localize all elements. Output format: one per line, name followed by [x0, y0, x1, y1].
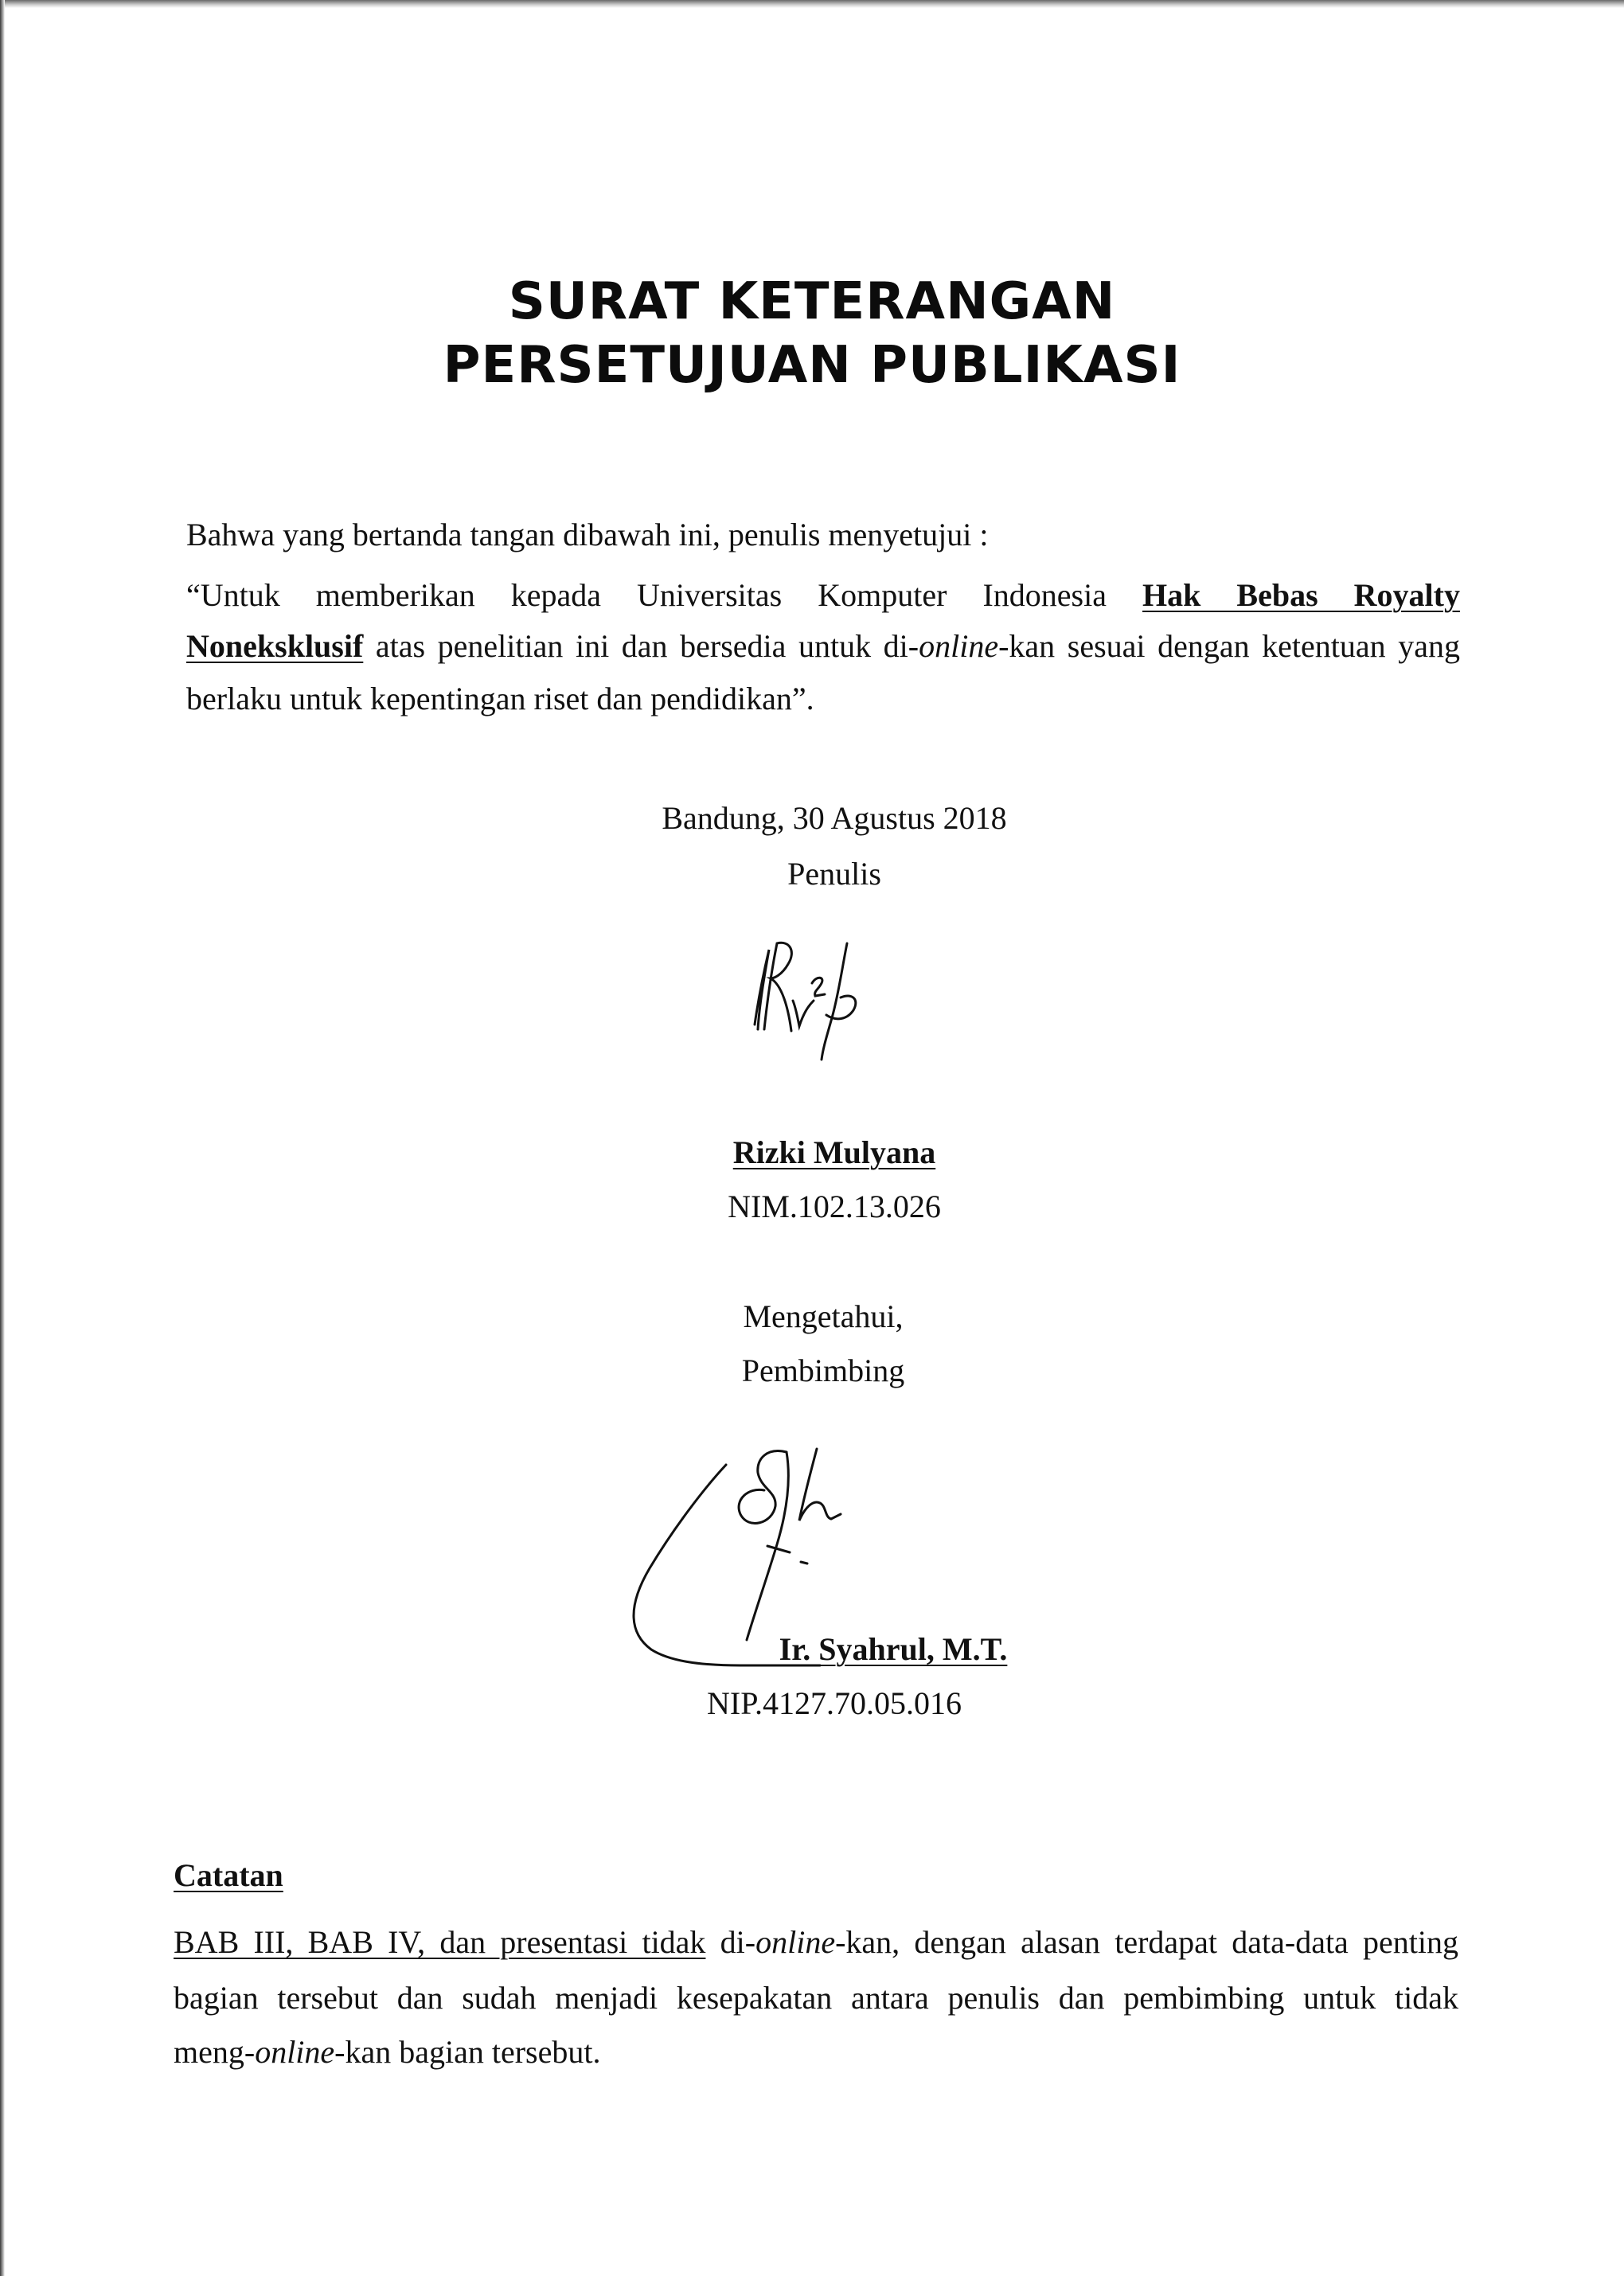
note-line-3-text-b: -kan bagian tersebut. — [334, 2034, 601, 2070]
statement-royalty-term: Hak Bebas Royalty — [1142, 577, 1460, 613]
note-line-1-text-b: -kan, dengan alasan terdapat data-data penting — [835, 1924, 1459, 1960]
statement-line-3: berlaku untuk kepentingan riset dan pendidikan”. — [186, 681, 814, 716]
place-date: Bandung, 30 Agustus 2018 — [662, 800, 1007, 836]
note-chapters-underlined: BAB III, BAB IV, dan presentasi tidak — [174, 1924, 706, 1960]
note-line-3-text-a: meng- — [174, 2034, 256, 2070]
note-heading: Catatan — [174, 1857, 283, 1893]
supervisor-role: Pembimbing — [741, 1353, 905, 1388]
writer-name: Rizki Mulyana — [732, 1134, 936, 1170]
statement-line-1-text: “Untuk memberikan kepada Universitas Komputer Indonesia — [186, 577, 1107, 613]
document-title-line-1: SURAT KETERANGAN — [508, 272, 1116, 331]
note-line-2: bagian tersebut dan sudah menjadi kesepakatan antara penulis dan pembimbing untuk tidak — [174, 1980, 1458, 2016]
intro-paragraph: Bahwa yang bertanda tangan dibawah ini, penulis menyetujui : — [186, 517, 989, 552]
note-line-1-online: online — [755, 1924, 836, 1960]
supervisor-name: Ir. Syahrul, M.T. — [779, 1631, 1008, 1667]
writer-id: NIM.102.13.026 — [728, 1189, 941, 1224]
statement-line-2-text-b: -kan sesuai dengan ketentuan yang — [998, 628, 1461, 664]
scan-edge-top — [0, 0, 1624, 8]
note-line-1 — [174, 1924, 1459, 1960]
document-title-line-2: PERSETUJUAN PUBLIKASI — [443, 336, 1181, 395]
statement-online-term: online — [919, 628, 999, 664]
writer-role: Penulis — [787, 856, 881, 892]
note-line-3 — [174, 2036, 1458, 2068]
note-line-3-online: online — [255, 2034, 335, 2070]
statement-line-2-text-a: atas penelitian ini dan bersedia untuk di- — [375, 628, 919, 664]
statement-line-1 — [186, 577, 1460, 613]
note-line-1-text-a: di- — [720, 1924, 756, 1960]
supervisor-id: NIP.4127.70.05.016 — [706, 1685, 962, 1721]
statement-nonexclusive-term: Noneksklusif — [186, 628, 364, 664]
acknowledged-label: Mengetahui, — [743, 1298, 904, 1334]
writer-signature — [740, 935, 868, 1071]
statement-line-2 — [186, 630, 1460, 662]
